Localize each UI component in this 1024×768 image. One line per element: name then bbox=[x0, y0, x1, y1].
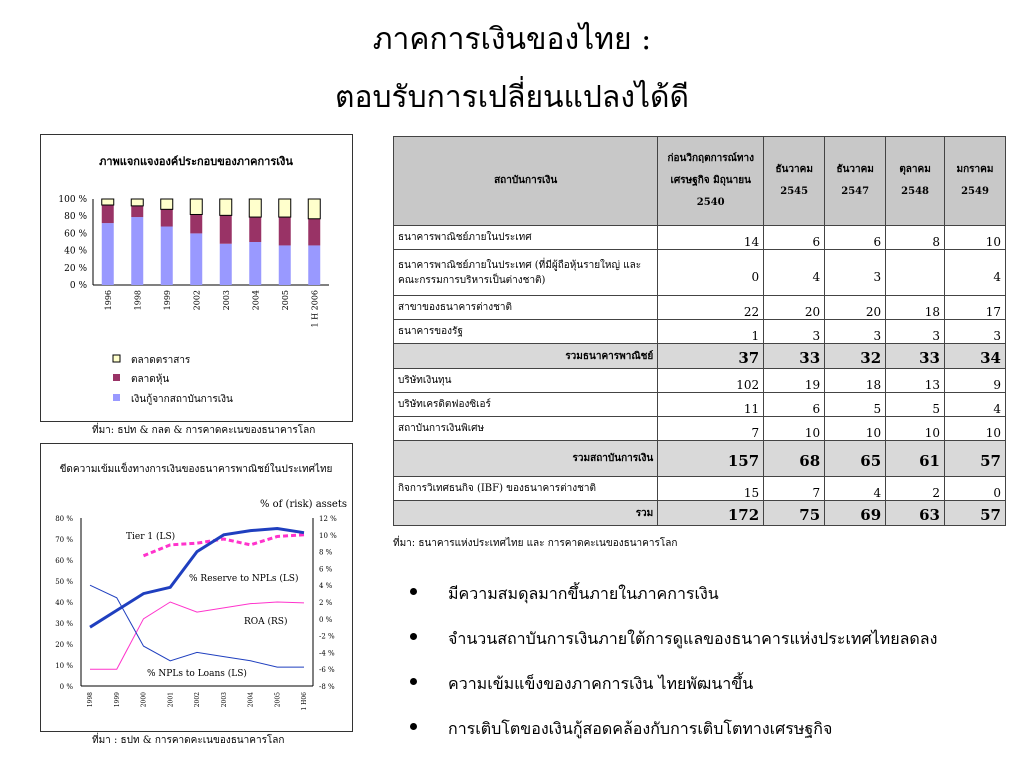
row-value: 13 bbox=[886, 369, 945, 393]
row-value: 22 bbox=[658, 296, 764, 320]
bullet-list bbox=[410, 582, 937, 762]
row-value: 57 bbox=[945, 441, 1006, 477]
table-row bbox=[394, 226, 1006, 250]
bullet-text: มีความสมดุลมากขึ้นภายในภาคการเงิน bbox=[448, 584, 719, 603]
bar-segment bbox=[161, 227, 173, 285]
series-label-tier1: Tier 1 (LS) bbox=[126, 532, 176, 542]
row-label: ธนาคารพาณิชย์ภายในประเทศ (ที่มีผู้ถือหุ้นรายใหญ่ และคณะกรรมการบริหารเป็นต่างชาติ) bbox=[394, 250, 658, 296]
series-label-npl: % NPLs to Loans (LS) bbox=[147, 669, 247, 679]
row-value: 4 bbox=[945, 250, 1006, 296]
bank-strength-chart-panel bbox=[40, 443, 353, 732]
row-value: 4 bbox=[764, 250, 825, 296]
slide-title-line1: ภาคการเงินของไทย : bbox=[372, 22, 652, 57]
row-value: 18 bbox=[825, 369, 886, 393]
x-tick-label: 1998 bbox=[87, 692, 94, 708]
bar-segment bbox=[190, 233, 202, 285]
row-value: 18 bbox=[886, 296, 945, 320]
row-value: 11 bbox=[658, 393, 764, 417]
bar-segment bbox=[190, 199, 202, 214]
x-tick-label: 2005 bbox=[280, 290, 290, 311]
y-tick-label: 80 % bbox=[64, 212, 87, 223]
bullet-dot-icon bbox=[410, 723, 417, 730]
row-label: ธนาคารของรัฐ bbox=[394, 320, 658, 344]
row-value: 10 bbox=[945, 417, 1006, 441]
row-value: 33 bbox=[886, 344, 945, 369]
row-label: สถาบันการเงินพิเศษ bbox=[394, 417, 658, 441]
row-value: 33 bbox=[764, 344, 825, 369]
row-label: ธนาคารพาณิชย์ภายในประเทศ bbox=[394, 226, 658, 250]
bar-segment bbox=[220, 215, 232, 243]
left-tick-label: 70 % bbox=[55, 536, 73, 544]
bullet-item bbox=[410, 717, 937, 762]
series-label-reserve: % Reserve to NPLs (LS) bbox=[189, 574, 299, 584]
row-value bbox=[886, 250, 945, 296]
row-label: สาขาของธนาคารต่างชาติ bbox=[394, 296, 658, 320]
row-value: 10 bbox=[764, 417, 825, 441]
row-value: 5 bbox=[886, 393, 945, 417]
row-value: 65 bbox=[825, 441, 886, 477]
bar-segment bbox=[279, 199, 291, 217]
legend-label: ตลาดหุ้น bbox=[131, 374, 170, 385]
table-row bbox=[394, 393, 1006, 417]
bullet-text: จำนวนสถาบันการเงินภายใต้การดูแลของธนาคารแห่งประเทศไทยลดลง bbox=[448, 629, 938, 648]
left-tick-label: 50 % bbox=[55, 578, 73, 586]
bar-segment bbox=[161, 199, 173, 209]
row-value: 75 bbox=[764, 501, 825, 526]
left-tick-label: 10 % bbox=[55, 662, 73, 670]
x-tick-label: 1999 bbox=[113, 692, 121, 708]
roa-line bbox=[90, 602, 304, 669]
row-value: 6 bbox=[825, 226, 886, 250]
bar-segment bbox=[190, 214, 202, 233]
row-value: 20 bbox=[825, 296, 886, 320]
x-tick-label: 1 H 2006 bbox=[310, 290, 320, 328]
y-tick-label: 20 % bbox=[64, 263, 87, 274]
bar-segment bbox=[249, 242, 261, 285]
row-value: 6 bbox=[764, 393, 825, 417]
right-tick-label: 12 % bbox=[319, 515, 337, 523]
bullet-dot-icon bbox=[410, 678, 417, 685]
table-total-row bbox=[394, 441, 1006, 477]
composition-chart bbox=[41, 135, 352, 421]
right-tick-label: 4 % bbox=[319, 582, 333, 591]
x-tick-label: 1 H06 bbox=[301, 692, 308, 711]
bar-segment bbox=[249, 199, 261, 217]
legend-swatch bbox=[113, 374, 120, 381]
table-header: ธันวาคม 2545 bbox=[764, 137, 825, 226]
row-value: 7 bbox=[658, 417, 764, 441]
bar-segment bbox=[279, 217, 291, 245]
bar-segment bbox=[102, 205, 114, 223]
row-value: 2 bbox=[886, 477, 945, 501]
bar-segment bbox=[308, 219, 320, 246]
row-value: 69 bbox=[825, 501, 886, 526]
table-header: ธันวาคม 2547 bbox=[825, 137, 886, 226]
bar-segment bbox=[131, 206, 143, 217]
bank-strength-chart-source: ที่มา : ธปท & การคาดคะเนของธนาคารโลก bbox=[92, 735, 285, 746]
y-tick-label: 0 % bbox=[69, 281, 87, 291]
row-value: 10 bbox=[886, 417, 945, 441]
row-value: 6 bbox=[764, 226, 825, 250]
legend-swatch bbox=[113, 394, 120, 401]
x-tick-label: 2005 bbox=[274, 692, 282, 708]
row-value: 63 bbox=[886, 501, 945, 526]
bullet-dot-icon bbox=[410, 633, 417, 640]
bullet-dot-icon bbox=[410, 588, 417, 595]
x-tick-label: 1996 bbox=[103, 290, 113, 311]
row-value: 0 bbox=[945, 477, 1006, 501]
bar-segment bbox=[279, 245, 291, 285]
right-tick-label: -8 % bbox=[319, 683, 335, 691]
row-label: กิจการวิเทศธนกิจ (IBF) ของธนาคารต่างชาติ bbox=[394, 477, 658, 501]
row-value: 15 bbox=[658, 477, 764, 501]
series-label-roa: ROA (RS) bbox=[244, 617, 288, 627]
row-value: 20 bbox=[764, 296, 825, 320]
table-header: สถาบันการเงิน bbox=[394, 137, 658, 226]
bar-segment bbox=[249, 217, 261, 242]
row-value: 61 bbox=[886, 441, 945, 477]
bank-strength-chart bbox=[41, 444, 352, 731]
bar-segment bbox=[102, 223, 114, 285]
row-label: บริษัทเงินทุน bbox=[394, 369, 658, 393]
bar-segment bbox=[308, 199, 320, 219]
row-value: 157 bbox=[658, 441, 764, 477]
row-value: 32 bbox=[825, 344, 886, 369]
row-value: 34 bbox=[945, 344, 1006, 369]
x-tick-label: 2002 bbox=[192, 290, 202, 311]
table-header-row bbox=[394, 137, 1006, 226]
x-tick-label: 2003 bbox=[221, 290, 231, 311]
table-row bbox=[394, 296, 1006, 320]
right-tick-label: 6 % bbox=[319, 565, 333, 574]
row-value: 4 bbox=[825, 477, 886, 501]
bar-segment bbox=[161, 209, 173, 226]
row-value: 3 bbox=[825, 250, 886, 296]
row-value: 3 bbox=[764, 320, 825, 344]
x-tick-label: 1998 bbox=[133, 290, 143, 311]
row-value: 1 bbox=[658, 320, 764, 344]
x-tick-label: 1999 bbox=[162, 290, 172, 311]
left-tick-label: 80 % bbox=[55, 515, 73, 523]
left-tick-label: 20 % bbox=[55, 641, 73, 649]
row-value: 102 bbox=[658, 369, 764, 393]
row-label: บริษัทเครดิตฟองซิเอร์ bbox=[394, 393, 658, 417]
row-value: 172 bbox=[658, 501, 764, 526]
table-row bbox=[394, 417, 1006, 441]
row-value: 0 bbox=[658, 250, 764, 296]
y-tick-label: 40 % bbox=[64, 246, 87, 257]
bar-segment bbox=[220, 199, 232, 215]
table-header: ก่อนวิกฤตการณ์ทางเศรษฐกิจ มิถุนายน 2540 bbox=[658, 137, 764, 226]
bar-segment bbox=[131, 199, 143, 206]
row-value: 3 bbox=[886, 320, 945, 344]
bar-segment bbox=[102, 199, 114, 205]
right-tick-label: 0 % bbox=[319, 615, 333, 624]
row-value: 8 bbox=[886, 226, 945, 250]
chart-title: ภาพแจกแจงองค์ประกอบของภาคการเงิน bbox=[99, 155, 293, 168]
composition-chart-source: ที่มา: ธปท & กลต & การคาดคะเนของธนาคารโลก bbox=[92, 425, 316, 436]
row-value: 5 bbox=[825, 393, 886, 417]
table-total-row bbox=[394, 501, 1006, 526]
table-row bbox=[394, 250, 1006, 296]
table-row bbox=[394, 369, 1006, 393]
y-tick-label: 100 % bbox=[58, 195, 87, 205]
x-tick-label: 2003 bbox=[220, 692, 228, 708]
slide-title-line2: ตอบรับการเปลี่ยนแปลงได้ดี bbox=[334, 80, 690, 115]
bullet-text: ความเข้มแข็งของภาคการเงิน ไทยพัฒนาขึ้น bbox=[448, 674, 754, 693]
left-tick-label: 30 % bbox=[55, 620, 73, 628]
x-tick-label: 2002 bbox=[194, 692, 201, 708]
legend-label: เงินกู้จากสถาบันการเงิน bbox=[131, 394, 233, 405]
row-value: 3 bbox=[945, 320, 1006, 344]
table-header: ตุลาคม 2548 bbox=[886, 137, 945, 226]
table-row bbox=[394, 320, 1006, 344]
x-tick-label: 2004 bbox=[251, 290, 261, 311]
right-tick-label: -6 % bbox=[319, 666, 335, 675]
right-tick-label: 2 % bbox=[319, 599, 333, 607]
table-source: ที่มา: ธนาคารแห่งประเทศไทย และ การคาดคะเนของธนาคารโลก bbox=[393, 538, 678, 549]
right-tick-label: 10 % bbox=[319, 531, 337, 540]
bar-segment bbox=[220, 244, 232, 285]
composition-chart-panel bbox=[40, 134, 353, 422]
bullet-item bbox=[410, 582, 937, 627]
table-row bbox=[394, 477, 1006, 501]
legend-swatch bbox=[113, 355, 120, 362]
bullet-item bbox=[410, 627, 937, 672]
row-value: 14 bbox=[658, 226, 764, 250]
row-value: 19 bbox=[764, 369, 825, 393]
row-value: 10 bbox=[945, 226, 1006, 250]
left-tick-label: 60 % bbox=[55, 557, 73, 565]
x-tick-label: 2000 bbox=[140, 692, 148, 708]
bullet-item bbox=[410, 672, 937, 717]
table-total-row bbox=[394, 344, 1006, 369]
right-tick-label: 8 % bbox=[319, 548, 333, 557]
right-tick-label: -2 % bbox=[319, 632, 335, 641]
right-tick-label: -4 % bbox=[319, 649, 335, 658]
bullet-text: การเติบโตของเงินกู้สอดคล้องกับการเติบโตทางเศรษฐกิจ bbox=[448, 719, 833, 738]
row-label: รวมสถาบันการเงิน bbox=[394, 441, 658, 477]
row-label: รวมธนาคารพาณิชย์ bbox=[394, 344, 658, 369]
right-axis-title: % of (risk) assets bbox=[259, 499, 347, 510]
row-label: รวม bbox=[394, 501, 658, 526]
table-header: มกราคม 2549 bbox=[945, 137, 1006, 226]
left-tick-label: 0 % bbox=[59, 683, 73, 691]
financial-institutions-table bbox=[393, 136, 1006, 526]
chart-title: ขีดความเข้มแข็งทางการเงินของธนาคารพาณิชย์ในประเทศไทย bbox=[59, 464, 333, 475]
row-value: 37 bbox=[658, 344, 764, 369]
x-tick-label: 2001 bbox=[167, 692, 175, 708]
row-value: 7 bbox=[764, 477, 825, 501]
y-tick-label: 60 % bbox=[64, 229, 87, 240]
bar-segment bbox=[131, 217, 143, 285]
row-value: 68 bbox=[764, 441, 825, 477]
row-value: 10 bbox=[825, 417, 886, 441]
left-tick-label: 40 % bbox=[55, 599, 73, 607]
row-value: 17 bbox=[945, 296, 1006, 320]
legend-label: ตลาดตราสาร bbox=[131, 355, 191, 366]
x-tick-label: 2004 bbox=[247, 692, 255, 708]
row-value: 4 bbox=[945, 393, 1006, 417]
table-body bbox=[394, 226, 1006, 526]
row-value: 3 bbox=[825, 320, 886, 344]
row-value: 9 bbox=[945, 369, 1006, 393]
row-value: 57 bbox=[945, 501, 1006, 526]
bar-segment bbox=[308, 245, 320, 285]
